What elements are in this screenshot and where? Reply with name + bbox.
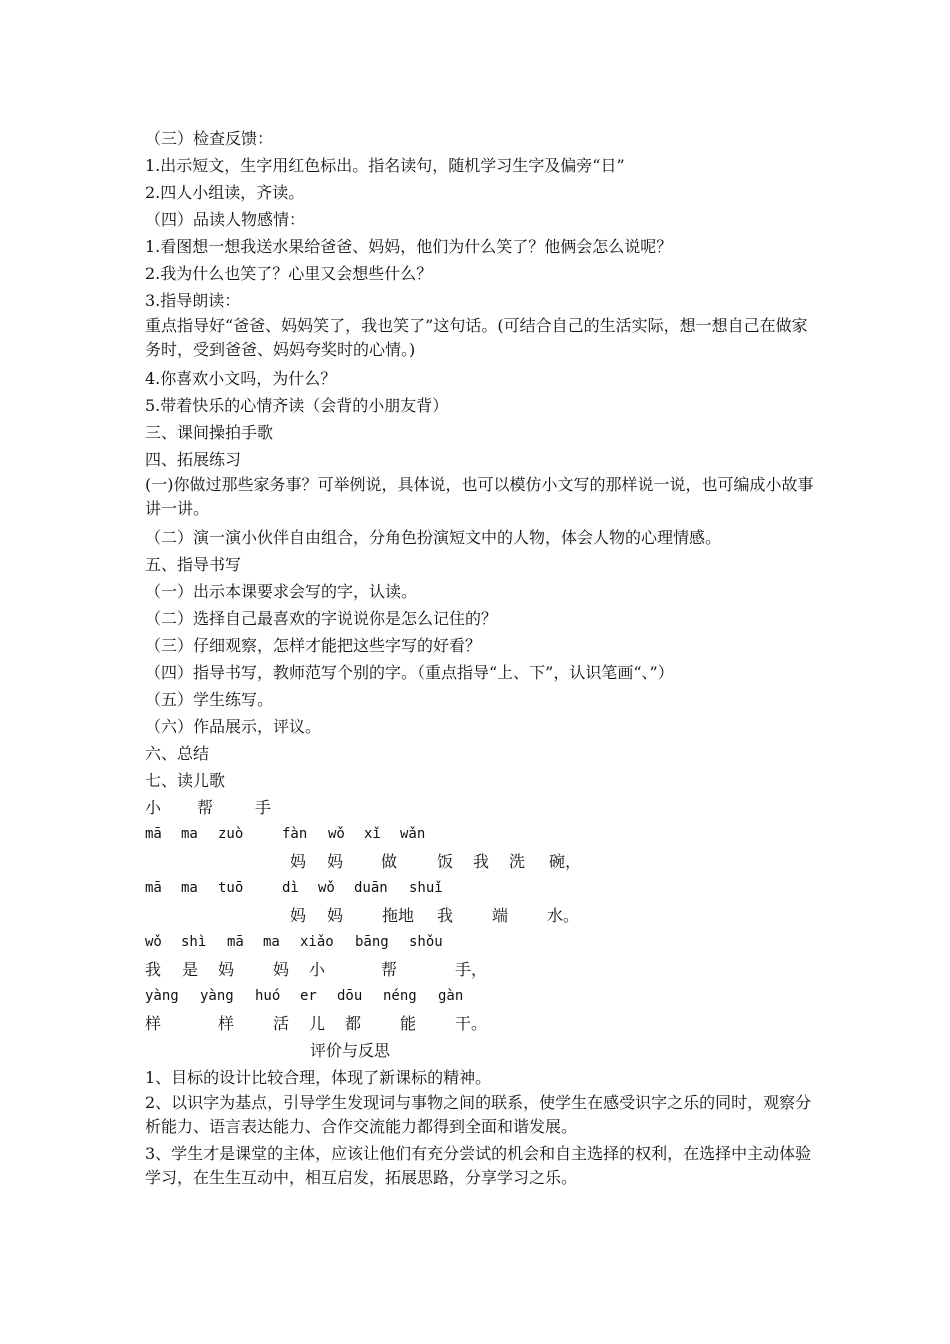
pinyin: dōu (337, 988, 363, 1004)
hanzi-row (145, 1010, 815, 1037)
pinyin: huó (255, 988, 281, 1004)
hanzi: 水。 (547, 906, 580, 925)
pinyin: mā (145, 826, 162, 842)
pinyin: wǒ (328, 826, 345, 842)
text-line: 2.我为什么也笑了？心里又会想些什么？ (145, 264, 433, 283)
poem-title-char: 小 (145, 798, 162, 817)
pinyin: wǒ (145, 934, 162, 950)
hanzi: 妈 (273, 960, 290, 979)
text-line: 4.你喜欢小文吗，为什么？ (145, 369, 337, 388)
pinyin: mā (145, 880, 162, 896)
text-line: （六）作品展示，评议。 (145, 717, 322, 736)
hanzi: 妈 (290, 906, 307, 925)
hanzi: 能 (400, 1014, 417, 1033)
pinyin: tuō (218, 880, 244, 896)
poem-title-char: 帮 (197, 798, 214, 817)
pinyin: shì (181, 934, 207, 950)
pinyin: yàng (145, 988, 179, 1004)
hanzi: 饭 (437, 852, 454, 871)
text-line: （四）指导书写，教师范写个别的字。（重点指导“上、下”，认识笔画“、”） (145, 663, 674, 682)
hanzi: 活 (273, 1014, 290, 1033)
text-line: （四）品读人物感情： (145, 210, 306, 229)
pinyin: ma (181, 880, 198, 896)
pinyin: wǎn (400, 826, 426, 842)
paragraph: 重点指导好“爸爸、妈妈笑了，我也笑了”这句话。(可结合自己的生活实际，想一想自己在做家务时，受到爸爸、妈妈夸奖时的心情。) (145, 316, 808, 359)
pinyin: mā (227, 934, 244, 950)
hanzi: 样 (145, 1014, 162, 1033)
pinyin: shuǐ (409, 880, 443, 896)
text-line: 5.带着快乐的心情齐读（会背的小朋友背） (145, 396, 449, 415)
pinyin: xiǎo (300, 934, 334, 950)
hanzi: 我 (437, 906, 454, 925)
text-line: 五、指导书写 (145, 555, 242, 574)
poem-title-char: 手 (255, 798, 272, 817)
pinyin: zuò (218, 826, 244, 842)
text-line: （一）出示本课要求会写的字，认读。 (145, 582, 418, 601)
hanzi: 妈 (327, 906, 344, 925)
hanzi-row (145, 902, 815, 929)
pinyin: duān (354, 880, 388, 896)
hanzi: 洗 (509, 852, 526, 871)
pinyin: gàn (438, 988, 464, 1004)
poem-title (145, 794, 815, 821)
hanzi: 我 (473, 852, 490, 871)
hanzi: 拖地 (382, 906, 415, 925)
hanzi: 妈 (218, 960, 235, 979)
hanzi: 我 (145, 960, 162, 979)
pinyin: fàn (282, 826, 308, 842)
pinyin: ma (181, 826, 198, 842)
text-line: 1.看图想一想我送水果给爸爸、妈妈，他们为什么笑了？他俩会怎么说呢？ (145, 237, 673, 256)
pinyin: xǐ (364, 826, 381, 842)
text-line: （二）选择自己最喜欢的字说说你是怎么记住的？ (145, 609, 498, 628)
pinyin-row (145, 875, 815, 902)
text-line: 三、课间操拍手歌 (145, 423, 274, 442)
hanzi: 小 (309, 960, 326, 979)
text-line: 1、目标的设计比较合理，体现了新课标的精神。 (145, 1068, 492, 1087)
hanzi: 妈 (327, 852, 344, 871)
text-line: 2.四人小组读，齐读。 (145, 183, 305, 202)
pinyin: er (300, 988, 317, 1004)
text-line: 七、读儿歌 (145, 771, 226, 790)
text-line: （三）仔细观察，怎样才能把这些字写的好看？ (145, 636, 482, 655)
hanzi: 帮 (381, 960, 398, 979)
section-title: 评价与反思 (310, 1041, 391, 1060)
hanzi: 都 (345, 1014, 362, 1033)
hanzi-row (145, 956, 815, 983)
paragraph: (一)你做过那些家务事？可举例说，具体说，也可以模仿小文写的那样说一说，也可编成小故事讲一讲。 (145, 475, 814, 518)
text-line: 3.指导朗读： (145, 291, 241, 310)
pinyin-row (145, 983, 815, 1010)
paragraph: 2、以识字为基点，引导学生发现词与事物之间的联系，使学生在感受识字之乐的同时，观察分析能力、语言表达能力、合作交流能力都得到全面和谐发展。 (145, 1093, 812, 1136)
hanzi: 妈 (290, 852, 307, 871)
hanzi: 是 (182, 960, 199, 979)
pinyin-row (145, 929, 815, 956)
paragraph: 3、学生才是课堂的主体，应该让他们有充分尝试的机会和自主选择的权利，在选择中主动体验学习，在生生互动中，相互启发，拓展思路，分享学习之乐。 (145, 1144, 812, 1187)
pinyin: néng (383, 988, 417, 1004)
text-line: （三）检查反馈： (145, 129, 274, 148)
pinyin: bāng (355, 934, 389, 950)
text-line: 六、总结 (145, 744, 210, 763)
hanzi: 做 (381, 852, 398, 871)
pinyin: yàng (200, 988, 234, 1004)
pinyin: ma (263, 934, 280, 950)
pinyin-row (145, 821, 815, 848)
pinyin: shǒu (409, 934, 443, 950)
text-line: （二）演一演小伙伴自由组合，分角色扮演短文中的人物，体会人物的心理情感。 (145, 528, 722, 547)
text-line: （五）学生练写。 (145, 690, 274, 709)
text-line: 四、拓展练习 (145, 450, 242, 469)
hanzi: 碗， (549, 852, 582, 871)
hanzi-row (145, 848, 815, 875)
hanzi: 样 (218, 1014, 235, 1033)
hanzi: 干。 (455, 1014, 488, 1033)
text-line: 1.出示短文，生字用红色标出。指名读句，随机学习生字及偏旁“日” (145, 156, 625, 175)
hanzi: 端 (492, 906, 509, 925)
pinyin: wǒ (318, 880, 335, 896)
document-page (145, 125, 815, 1190)
hanzi: 儿 (309, 1014, 326, 1033)
pinyin: dì (282, 880, 299, 896)
hanzi: 手， (455, 960, 488, 979)
